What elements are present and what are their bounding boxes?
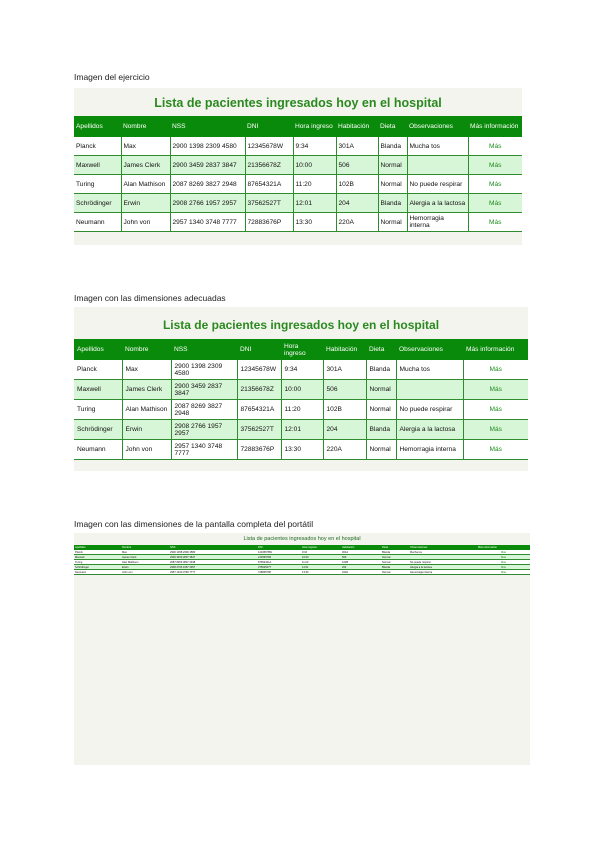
table-cell: 21356678Z xyxy=(245,156,293,175)
table-cell: Maxwell xyxy=(74,555,121,560)
table-cell: 9:34 xyxy=(281,360,323,380)
table-row xyxy=(74,380,528,400)
table-cell: Mucha tos xyxy=(407,137,468,156)
table-row xyxy=(74,360,528,380)
column-header: Hora ingreso xyxy=(301,545,341,550)
screenshot-exercise xyxy=(74,88,522,245)
table-cell: Planck xyxy=(74,550,121,555)
table-cell: Normal xyxy=(381,560,409,565)
table-cell: 506 xyxy=(336,156,378,175)
more-info-link[interactable]: Más xyxy=(463,400,528,420)
column-header: NSS xyxy=(169,545,257,550)
table-cell: Alergia a la lactosa xyxy=(409,565,477,570)
column-header: Observaciones xyxy=(409,545,477,550)
column-header: Más información xyxy=(468,116,522,137)
column-header: Habitación xyxy=(323,339,366,360)
more-info-link[interactable]: Más xyxy=(468,175,522,194)
column-header: NSS xyxy=(170,116,245,137)
table-cell: Blanda xyxy=(366,360,396,380)
table-cell: Normal xyxy=(378,213,407,232)
table-cell: Blanda xyxy=(378,194,407,213)
column-header: Apellidos xyxy=(74,545,121,550)
table-title: Lista de pacientes ingresados hoy en el hospital xyxy=(154,96,442,110)
table-cell: 9:34 xyxy=(293,137,336,156)
table-cell: John von xyxy=(121,570,169,575)
table-cell: Erwin xyxy=(122,420,171,440)
table-cell: 87654321A xyxy=(245,175,293,194)
table-cell: Alan Mathison xyxy=(121,560,169,565)
table-cell: Hemorragia interna xyxy=(407,213,468,232)
table-cell: 2908 2766 1957 2957 xyxy=(171,420,237,440)
table-cell: 37562527T xyxy=(257,565,301,570)
table-cell: Planck xyxy=(74,137,121,156)
table-cell: Max xyxy=(122,360,171,380)
table-row xyxy=(74,175,522,194)
more-info-link[interactable]: Más xyxy=(477,570,530,575)
table-cell: 506 xyxy=(341,555,381,560)
more-info-link[interactable]: Más xyxy=(463,440,528,460)
table-cell: 72883676P xyxy=(257,570,301,575)
table-cell: James Clerk xyxy=(121,555,169,560)
table-cell: 2908 2766 1957 2957 xyxy=(169,565,257,570)
column-header: Apellidos xyxy=(74,116,121,137)
header-row xyxy=(74,116,522,137)
table-cell: Mucha tos xyxy=(396,360,463,380)
table-cell: Turing xyxy=(74,560,121,565)
table-cell: 2087 8269 3827 2948 xyxy=(169,560,257,565)
table-cell: 102B xyxy=(336,175,378,194)
table-cell: Schrödinger xyxy=(74,565,121,570)
table-cell: Hemorragia interna xyxy=(396,440,463,460)
column-header: Nombre xyxy=(121,545,169,550)
table-cell: Mucha tos xyxy=(409,550,477,555)
table-row xyxy=(74,570,530,575)
table-cell: Neumann xyxy=(74,213,121,232)
table-cell: Neumann xyxy=(74,570,121,575)
table-cell: 10:00 xyxy=(301,555,341,560)
caption-adequate: Imagen con las dimensiones adecuadas xyxy=(74,293,226,303)
table-cell: 87654321A xyxy=(257,560,301,565)
patients-table xyxy=(74,545,530,575)
more-info-link[interactable]: Más xyxy=(477,555,530,560)
table-cell: Maxwell xyxy=(74,156,121,175)
table-cell: 13:30 xyxy=(281,440,323,460)
table-cell: 301A xyxy=(323,360,366,380)
table-cell: Schrödinger xyxy=(74,420,122,440)
table-cell: 37562527T xyxy=(237,420,281,440)
table-cell: 12345678W xyxy=(237,360,281,380)
table-cell: 102B xyxy=(341,560,381,565)
column-header: Observaciones xyxy=(407,116,468,137)
table-cell: 11:20 xyxy=(293,175,336,194)
table-cell: 11:20 xyxy=(281,400,323,420)
column-header: DNI xyxy=(245,116,293,137)
table-cell: Alergia a la lactosa xyxy=(396,420,463,440)
column-header: Hora ingreso xyxy=(293,116,336,137)
table-cell: 506 xyxy=(323,380,366,400)
table-cell: 2900 3459 2837 3847 xyxy=(170,156,245,175)
table-row xyxy=(74,194,522,213)
table-body xyxy=(74,360,528,460)
table-cell: Neumann xyxy=(74,440,122,460)
table-row xyxy=(74,440,528,460)
column-header: Habitación xyxy=(341,545,381,550)
table-title: Lista de pacientes ingresados hoy en el hospital xyxy=(243,536,361,542)
column-header: Observaciones xyxy=(396,339,463,360)
table-cell: 10:00 xyxy=(281,380,323,400)
table-cell: Max xyxy=(121,137,170,156)
table-cell: 204 xyxy=(336,194,378,213)
table-cell: 220A xyxy=(336,213,378,232)
table-cell: No puede respirar xyxy=(409,560,477,565)
table-cell: 220A xyxy=(341,570,381,575)
table-cell: Max xyxy=(121,550,169,555)
table-cell: Normal xyxy=(378,175,407,194)
table-cell: 9:34 xyxy=(301,550,341,555)
column-header: Más información xyxy=(463,339,528,360)
screenshot-adequate xyxy=(74,307,528,471)
column-header: Dieta xyxy=(381,545,409,550)
table-cell: 13:30 xyxy=(293,213,336,232)
table-cell: 204 xyxy=(341,565,381,570)
more-info-link[interactable]: Más xyxy=(468,194,522,213)
table-cell: 12:01 xyxy=(301,565,341,570)
caption-exercise: Imagen del ejercicio xyxy=(74,72,150,82)
table-cell: 21356678Z xyxy=(237,380,281,400)
more-info-link[interactable]: Más xyxy=(468,156,522,175)
table-cell: 2087 8269 3827 2948 xyxy=(171,400,237,420)
table-cell: 2957 1340 3748 7777 xyxy=(171,440,237,460)
table-body xyxy=(74,550,530,575)
table-cell: Schrödinger xyxy=(74,194,121,213)
table-cell: Normal xyxy=(366,400,396,420)
table-cell: Erwin xyxy=(121,194,170,213)
table-cell: 220A xyxy=(323,440,366,460)
table-cell: Turing xyxy=(74,175,121,194)
table-cell: 2957 1340 3748 7777 xyxy=(169,570,257,575)
table-cell: 2957 1340 3748 7777 xyxy=(170,213,245,232)
table-cell: 102B xyxy=(323,400,366,420)
table-cell: 2900 1398 2309 4580 xyxy=(171,360,237,380)
table-cell xyxy=(407,156,468,175)
table-cell: 12345678W xyxy=(257,550,301,555)
table-cell: 12345678W xyxy=(245,137,293,156)
table-cell: John von xyxy=(122,440,171,460)
column-header: Habitación xyxy=(336,116,378,137)
table-cell: Maxwell xyxy=(74,380,122,400)
more-info-link[interactable]: Más xyxy=(468,137,522,156)
column-header: Más información xyxy=(477,545,530,550)
more-info-link[interactable]: Más xyxy=(463,420,528,440)
column-header: Apellidos xyxy=(74,339,122,360)
table-row xyxy=(74,137,522,156)
table-cell: 301A xyxy=(336,137,378,156)
table-cell: Turing xyxy=(74,400,122,420)
table-cell: 2900 1398 2309 4580 xyxy=(170,137,245,156)
table-cell: 21356678Z xyxy=(257,555,301,560)
table-cell: 204 xyxy=(323,420,366,440)
more-info-link[interactable]: Más xyxy=(463,360,528,380)
table-cell: Blanda xyxy=(381,550,409,555)
table-cell: James Clerk xyxy=(122,380,171,400)
table-cell: Planck xyxy=(74,360,122,380)
screenshot-fullscreen xyxy=(74,533,530,765)
table-body xyxy=(74,137,522,232)
table-cell: Normal xyxy=(366,380,396,400)
caption-fullscreen: Imagen con las dimensiones de la pantalla completa del portátil xyxy=(74,519,314,529)
table-cell: Normal xyxy=(381,570,409,575)
column-header: Dieta xyxy=(378,116,407,137)
table-cell: Blanda xyxy=(378,137,407,156)
table-cell: Normal xyxy=(381,555,409,560)
column-header: NSS xyxy=(171,339,237,360)
table-cell: 11:20 xyxy=(301,560,341,565)
table-cell: Alan Mathison xyxy=(121,175,170,194)
table-cell: 72883676P xyxy=(245,213,293,232)
table-cell: No puede respirar xyxy=(396,400,463,420)
table-row xyxy=(74,400,528,420)
more-info-link[interactable]: Más xyxy=(477,565,530,570)
more-info-link[interactable]: Más xyxy=(477,550,530,555)
table-cell: 10:00 xyxy=(293,156,336,175)
table-row xyxy=(74,156,522,175)
table-cell: 87654321A xyxy=(237,400,281,420)
table-cell: 13:30 xyxy=(301,570,341,575)
table-cell: James Clerk xyxy=(121,156,170,175)
table-row xyxy=(74,213,522,232)
table-cell: Alergia a la lactosa xyxy=(407,194,468,213)
table-cell: Normal xyxy=(366,440,396,460)
table-cell: No puede respirar xyxy=(407,175,468,194)
column-header: Hora ingreso xyxy=(281,339,323,360)
table-cell: Blanda xyxy=(366,420,396,440)
more-info-link[interactable]: Más xyxy=(463,380,528,400)
patients-table xyxy=(74,116,522,232)
table-row xyxy=(74,420,528,440)
header-row xyxy=(74,339,528,360)
table-cell: 2908 2766 1957 2957 xyxy=(170,194,245,213)
table-cell: 2900 1398 2309 4580 xyxy=(169,550,257,555)
table-cell: Hemorragia interna xyxy=(409,570,477,575)
table-cell: 2900 3459 2837 3847 xyxy=(171,380,237,400)
table-cell: 12:01 xyxy=(293,194,336,213)
table-cell: Alan Mathison xyxy=(122,400,171,420)
column-header: DNI xyxy=(237,339,281,360)
table-cell: Normal xyxy=(378,156,407,175)
table-cell: 2087 8269 3827 2948 xyxy=(170,175,245,194)
more-info-link[interactable]: Más xyxy=(468,213,522,232)
table-cell: 12:01 xyxy=(281,420,323,440)
table-cell: 37562527T xyxy=(245,194,293,213)
column-header: Nombre xyxy=(122,339,171,360)
table-cell: Blanda xyxy=(381,565,409,570)
table-cell: 301A xyxy=(341,550,381,555)
table-cell: 2900 3459 2837 3847 xyxy=(169,555,257,560)
table-title: Lista de pacientes ingresados hoy en el hospital xyxy=(162,318,440,332)
table-cell: John von xyxy=(121,213,170,232)
table-cell: Erwin xyxy=(121,565,169,570)
table-cell: 72883676P xyxy=(237,440,281,460)
more-info-link[interactable]: Más xyxy=(477,560,530,565)
table-cell xyxy=(396,380,463,400)
column-header: Nombre xyxy=(121,116,170,137)
column-header: Dieta xyxy=(366,339,396,360)
patients-table xyxy=(74,339,528,460)
column-header: DNI xyxy=(257,545,301,550)
